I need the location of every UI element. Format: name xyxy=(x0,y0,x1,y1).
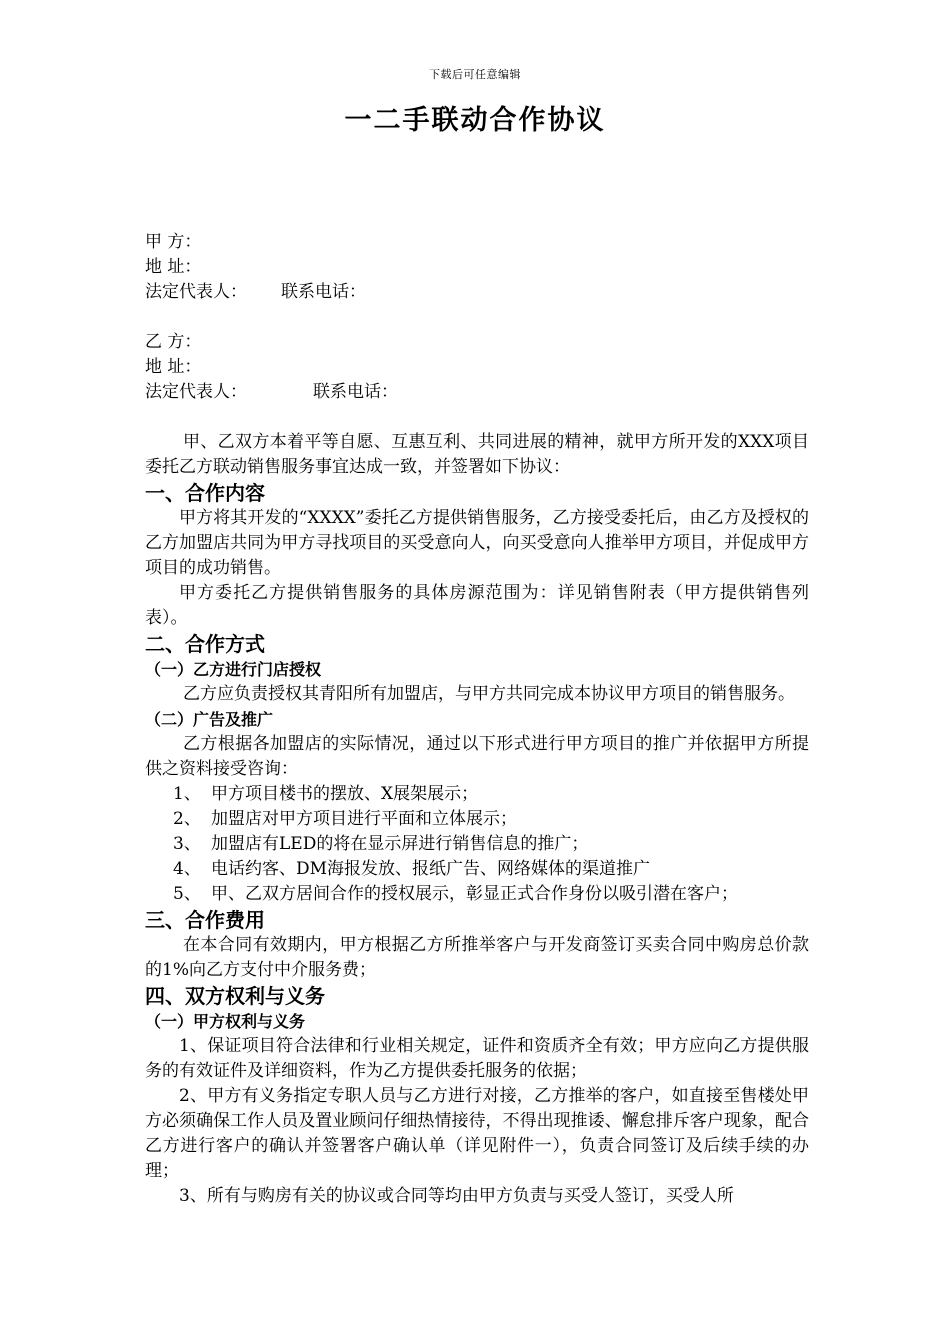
header-note: 下载后可任意编辑 xyxy=(429,68,521,81)
section1-heading: 一、合作内容 xyxy=(145,481,265,505)
section4-heading: 四、双方权利与义务 xyxy=(145,984,325,1008)
list-item xyxy=(145,807,809,832)
party-b-phone-label: 联系电话： xyxy=(313,382,398,402)
list-item xyxy=(145,882,809,907)
party-a-rep-line xyxy=(145,280,809,305)
section4-sub1-heading: （一）甲方权利与义务 xyxy=(145,1012,306,1031)
list-item-number: 4、 xyxy=(173,859,201,879)
party-a-name: 甲 方： xyxy=(145,232,202,252)
list-item-text: 加盟店对甲方项目进行平面和立体展示； xyxy=(211,809,517,829)
section2-sub2-text: 乙方根据各加盟店的实际情况，通过以下形式进行甲方项目的推广并依据甲方所提供之资料接受咨询： xyxy=(145,734,809,779)
list-item-number: 5、 xyxy=(173,884,201,904)
list-item-number: 2、 xyxy=(173,809,201,829)
list-item-text: 加盟店有LED的将在显示屏进行销售信息的推广； xyxy=(211,834,589,854)
section2-sub1-heading: （一）乙方进行门店授权 xyxy=(145,660,322,679)
section4-paragraph-3: 3、所有与购房有关的协议或合同等均由甲方负责与买受人签订，买受人所 xyxy=(179,1186,734,1206)
document-body xyxy=(145,230,809,1209)
intro-paragraph: 甲、乙双方本着平等自愿、互惠互利、共同进展的精神，就甲方所开发的XXX项目委托乙方联动销售服务事宜达成一致，并签署如下协议： xyxy=(145,432,809,477)
section2-sub2-heading: （二）广告及推广 xyxy=(145,710,274,729)
section2-sub1-text: 乙方应负责授权其青阳所有加盟店，与甲方共同完成本协议甲方项目的销售服务。 xyxy=(183,684,795,704)
list-item-number: 3、 xyxy=(173,834,201,854)
party-a-address: 地 址： xyxy=(145,257,202,277)
section3-heading: 三、合作费用 xyxy=(145,908,265,932)
party-b-rep-line xyxy=(145,380,809,405)
list-item xyxy=(145,832,809,857)
list-item-text: 甲方项目楼书的摆放、X展架展示； xyxy=(211,784,479,804)
party-a-phone-label: 联系电话： xyxy=(281,282,366,302)
party-b-address: 地 址： xyxy=(145,357,202,377)
document-title: 一二手联动合作协议 xyxy=(344,105,606,136)
section4-paragraph-1: 1、保证项目符合法律和行业相关规定，证件和资质齐全有效；甲方应向乙方提供服务的有效证件及详细资料，作为乙方提供委托服务的依据； xyxy=(145,1036,809,1081)
section3-text: 在本合同有效期内，甲方根据乙方所推举客户与开发商签订买卖合同中购房总价款的1%向乙方支付中介服务费； xyxy=(145,935,809,980)
list-item-text: 电话约客、DM海报发放、报纸广告、网络媒体的渠道推广 xyxy=(211,859,651,879)
list-item xyxy=(145,782,809,807)
party-b-name: 乙 方： xyxy=(145,332,202,352)
party-a-rep-label: 法定代表人： xyxy=(145,282,247,302)
section1-paragraph-1: 甲方将其开发的“XXXX”委托乙方提供销售服务，乙方接受委托后，由乙方及授权的乙方加盟店共同为甲方寻找项目的买受意向人，向买受意向人推举甲方项目，并促成甲方项目的成功销售。 xyxy=(145,508,809,578)
list-item xyxy=(145,857,809,882)
party-b-rep-label: 法定代表人： xyxy=(145,382,247,402)
section1-paragraph-2: 甲方委托乙方提供销售服务的具体房源范围为：详见销售附表（甲方提供销售列表）。 xyxy=(145,583,809,628)
section4-paragraph-2: 2、甲方有义务指定专职人员与乙方进行对接，乙方推举的客户，如直接至售楼处甲方必须确保工作人员及置业顾问仔细热情接待，不得出现推诿、懈怠排斥客户现象，配合乙方进行客户的确认并签署客户确认单（详见附件一），负责合同签订及后续手续的办理； xyxy=(145,1086,809,1181)
list-item-text: 甲、乙双方居间合作的授权展示，彰显正式合作身份以吸引潜在客户； xyxy=(211,884,738,904)
list-item-number: 1、 xyxy=(173,784,201,804)
section2-heading: 二、合作方式 xyxy=(145,632,265,656)
